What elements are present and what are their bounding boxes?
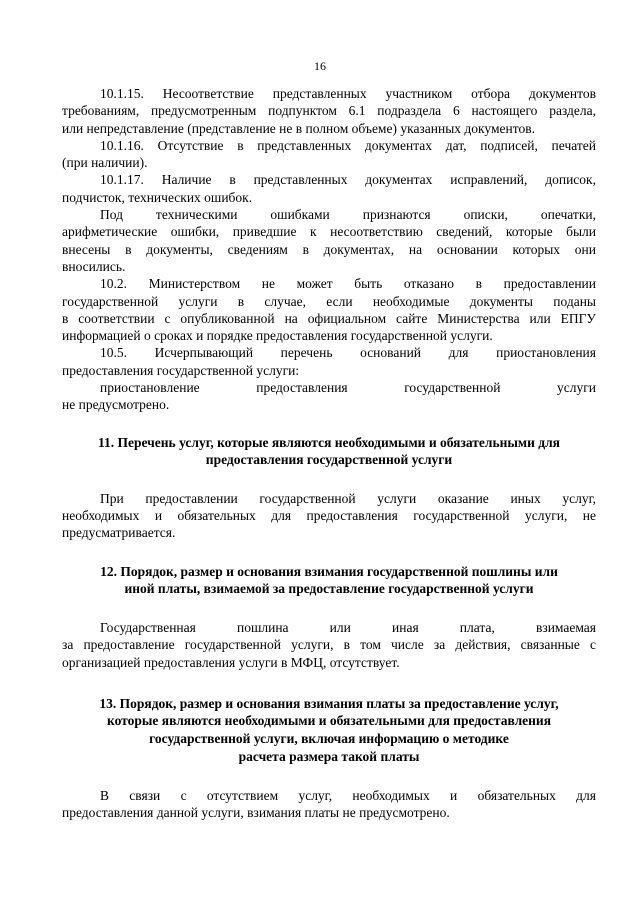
spacer bbox=[62, 414, 596, 434]
section-13-body bbox=[62, 787, 596, 822]
paragraph-10-5 bbox=[62, 344, 596, 379]
text-line: требованиям, предусмотренным подпунктом 6.1 подраздела 6 настоящего раздела, bbox=[62, 103, 596, 119]
heading-line: 11. Перечень услуг, которые являются необходимыми и обязательными для bbox=[98, 434, 560, 450]
text-line: необходимых и обязательных для предоставления государственной услуги, не bbox=[62, 508, 596, 524]
text-line: государственной услуги в случае, если необходимые документы поданы bbox=[62, 293, 596, 309]
spacer bbox=[62, 469, 596, 490]
text-line: организацией предоставления услуги в МФЦ, отсутствует. bbox=[62, 654, 400, 670]
text-line: 10.5. Исчерпывающий перечень оснований для приостановления bbox=[100, 345, 596, 361]
section-12-heading bbox=[62, 563, 596, 598]
text-line: 10.1.15. Несоответствие представленных участником отбора документов bbox=[100, 86, 596, 101]
text-line: арифметические ошибки, приведшие к несоответствию сведений, которые были bbox=[62, 224, 596, 240]
spacer bbox=[62, 542, 596, 563]
text-line: предоставления государственной услуги: bbox=[62, 362, 300, 378]
paragraph-10-1-15 bbox=[62, 85, 596, 137]
text-line: (при наличии). bbox=[62, 155, 148, 171]
text-line: 10.1.17. Наличие в представленных документах исправлений, дописок, bbox=[100, 172, 596, 188]
paragraph-10-1-16 bbox=[62, 137, 596, 172]
heading-line: государственной услуги, включая информацию о методике bbox=[149, 730, 509, 746]
text-line: информацией о сроках и порядке предоставления государственной услуги. bbox=[62, 328, 493, 344]
page-number: 16 bbox=[314, 59, 326, 73]
spacer bbox=[62, 598, 596, 619]
paragraph-10-1-17 bbox=[62, 171, 596, 206]
section-13-heading bbox=[62, 695, 596, 765]
paragraph-suspension bbox=[62, 379, 596, 414]
document-body bbox=[62, 85, 596, 822]
text-line: в соответствии с опубликованной на официальном сайте Министерства или ЕПГУ bbox=[62, 310, 596, 326]
section-11-heading bbox=[62, 434, 596, 469]
text-line: внесены в документы, сведениям в документах, на основании которых они bbox=[62, 241, 596, 257]
heading-line: иной платы, взимаемой за предоставление государственной услуги bbox=[124, 581, 534, 597]
text-line: При предоставлении государственной услуги оказание иных услуг, bbox=[100, 490, 596, 506]
heading-line: 12. Порядок, размер и основания взимания государственной пошлины или bbox=[100, 563, 558, 579]
text-line: предоставления данной услуги, взимания платы не предусмотрено. bbox=[62, 805, 450, 821]
text-line: Государственная пошлина или иная плата, взимаемая bbox=[100, 619, 596, 635]
text-line: Под техническими ошибками признаются описки, опечатки, bbox=[100, 207, 596, 223]
text-line: предусматривается. bbox=[62, 525, 176, 541]
heading-line: которые являются необходимыми и обязательными для предоставления bbox=[106, 713, 552, 729]
text-line: подчисток, технических ошибок. bbox=[62, 189, 253, 205]
paragraph-10-2 bbox=[62, 275, 596, 344]
heading-line: 13. Порядок, размер и основания взимания платы за предоставление услуг, bbox=[99, 695, 559, 711]
text-line: не предусмотрено. bbox=[62, 397, 170, 413]
text-line: 10.1.16. Отсутствие в представленных документах дат, подписей, печатей bbox=[100, 137, 596, 153]
text-line: за предоставление государственной услуги, в том числе за действия, связанные с bbox=[62, 637, 596, 653]
heading-line: расчета размера такой платы bbox=[238, 748, 420, 764]
text-line: вносились. bbox=[62, 258, 126, 274]
spacer bbox=[62, 671, 596, 695]
section-12-body bbox=[62, 619, 596, 671]
text-line: приостановление предоставления государственной услуги bbox=[100, 380, 596, 396]
text-line: В связи с отсутствием услуг, необходимых и обязательных для bbox=[100, 788, 596, 804]
text-line: или непредставление (представление не в полном объеме) указанных документов. bbox=[62, 120, 535, 136]
spacer bbox=[62, 765, 596, 787]
section-11-body bbox=[62, 490, 596, 542]
paragraph-technical-errors bbox=[62, 206, 596, 275]
heading-line: предоставления государственной услуги bbox=[205, 452, 453, 468]
text-line: 10.2. Министерством не может быть отказано в предоставлении bbox=[100, 276, 596, 292]
